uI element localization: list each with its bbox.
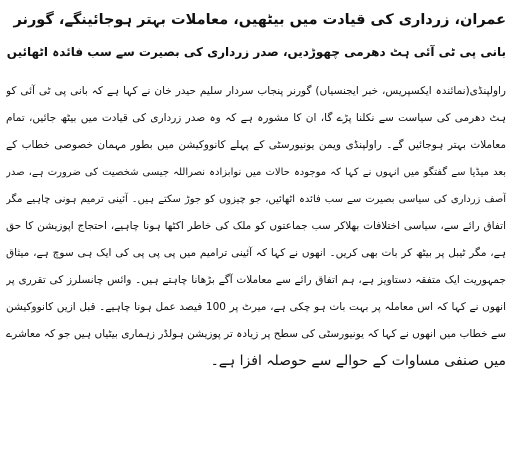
body-line-5: آصف زرداری کی سیاسی بصیرت سے سب فائدہ اٹھائیں، جو چیزوں کو جوڑ سکتے ہیں۔ آئینی ترمیم ہونی چاہیے مگر <box>6 194 506 205</box>
body-line-9: انھوں نے کہا کہ اس معاملہ پر بہت بات ہو چکی ہے، میرٹ پر 100 فیصد عمل ہونا چاہیے۔ قبل ازیں کانووکیشن <box>6 301 506 313</box>
body-line-7: ہے، مگر ٹیبل پر بیٹھ کر بات بھی کریں۔ انھوں نے کہا کہ آئینی ترامیم میں پی پی پی کی ایک ہی سوچ ہے، میثاق <box>6 247 506 259</box>
body-line-2: ہٹ دھرمی کی سیاست سے نکلنا پڑے گا، ان کا مشورہ ہے کہ وہ صدر زرداری کی قیادت میں بیٹھ جائیں، تمام <box>6 112 506 124</box>
body-line-11: میں صنفی مساوات کے حوالے سے حوصلہ افزا ہے۔ <box>210 353 506 369</box>
headline <box>6 4 506 68</box>
body-line-6: اتفاق رائے سے، سیاسی اختلافات بھلاکر سب جماعتوں کو ملک کی خاطر اکٹھا ہونا چاہیے، احتجاج اپوزیشن کا حق <box>6 220 506 232</box>
body-line-10: سے خطاب میں انھوں نے کہا کہ یونیورسٹی کی سطح پر زیادہ تر پوزیشن ہولڈر زہماری بیٹیاں ہیں جو کہ معاشرے <box>6 328 506 340</box>
body-line-1: راولپنڈی(نمائندہ ایکسپریس، خبر ایجنسیاں) گورنر پنجاب سردار سلیم حیدر خان نے کہا ہے کہ بانی پی ٹی آئی کو <box>6 85 506 97</box>
article-body <box>6 78 506 375</box>
body-line-4: بعد میڈیا سے گفتگو میں انہوں نے کہا کہ موجودہ حالات میں نوابزادہ نصراللہ جیسی شخصیت کی ضرورت ہے، صدر <box>6 167 506 178</box>
headline-line-1: عمران، زرداری کی قیادت میں بیٹھیں، معاملات بہتر ہوجائینگے، گورنر <box>13 12 506 28</box>
headline-line-2: بانی پی ٹی آئی ہٹ دھرمی چھوڑدیں، صدر زرداری کی بصیرت سے سب فائدہ اٹھائیں <box>6 45 506 59</box>
body-line-8: جمہوریت ایک متفقہ دستاویز ہے، ہم اتفاق رائے سے معاملات آگے بڑھانا چاہتے ہیں۔ وائس چانسلرز کی تقرری پر <box>6 274 506 286</box>
body-line-3: معاملات بہتر ہوجائیں گے۔ راولپنڈی ویمن یونیورسٹی کے پہلے کانووکیشن میں بطور مہمان خصوصی خطاب کے <box>6 139 506 151</box>
news-article <box>6 4 506 375</box>
